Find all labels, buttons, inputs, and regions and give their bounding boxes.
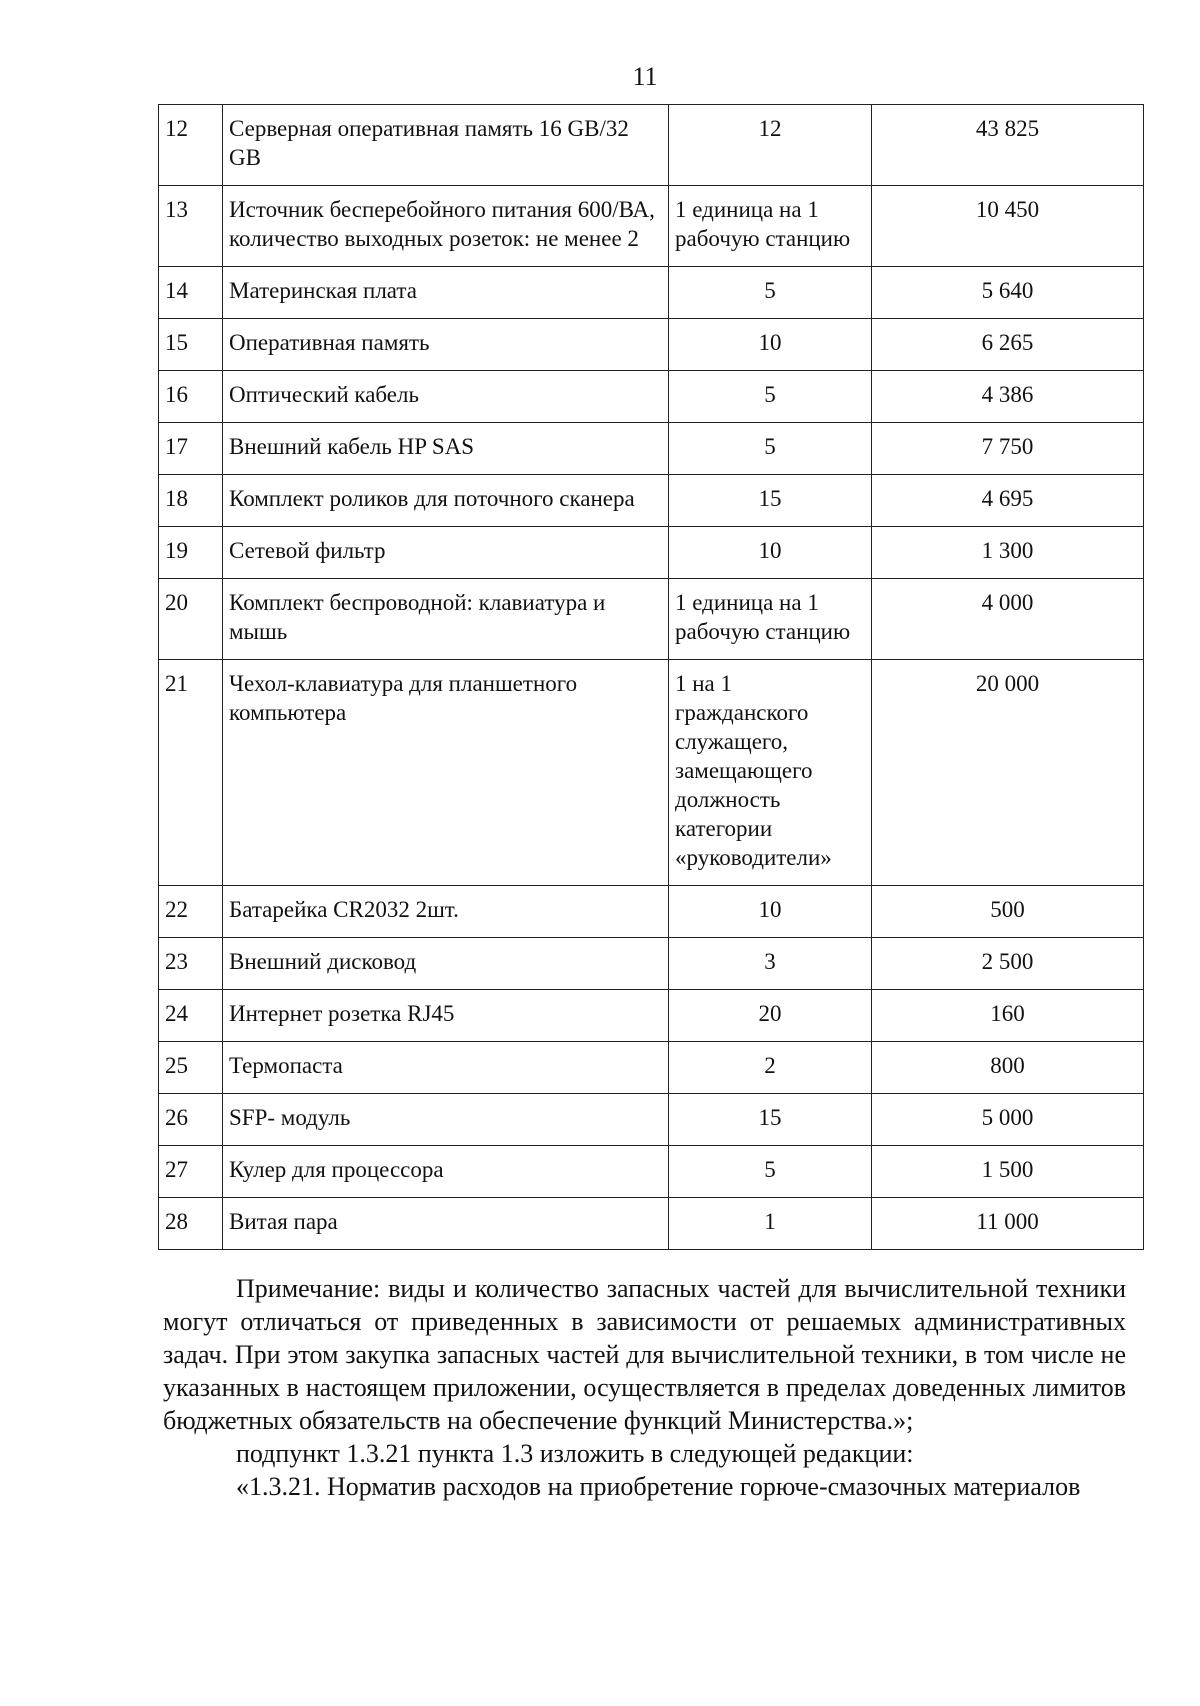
item-name-cell: Чехол-клавиатура для планшетного компьютера xyxy=(223,660,669,886)
table-row xyxy=(159,105,1144,186)
price-cell: 11 000 xyxy=(872,1198,1144,1250)
price-cell: 5 000 xyxy=(872,1094,1144,1146)
price-cell: 5 640 xyxy=(872,267,1144,319)
row-number-cell: 21 xyxy=(159,660,223,886)
item-name-cell: Термопаста xyxy=(223,1042,669,1094)
item-name-cell: Внешний дисковод xyxy=(223,938,669,990)
item-name-cell: SFP- модуль xyxy=(223,1094,669,1146)
table-row xyxy=(159,475,1144,527)
quantity-cell: 5 xyxy=(669,267,872,319)
row-number-cell: 15 xyxy=(159,319,223,371)
row-number-cell: 20 xyxy=(159,579,223,660)
table-row xyxy=(159,423,1144,475)
table-row xyxy=(159,938,1144,990)
item-name-cell: Сетевой фильтр xyxy=(223,527,669,579)
quantity-cell: 20 xyxy=(669,990,872,1042)
quantity-cell: 10 xyxy=(669,886,872,938)
note-section xyxy=(163,1272,1126,1503)
quantity-cell: 5 xyxy=(669,371,872,423)
row-number-cell: 14 xyxy=(159,267,223,319)
row-number-cell: 24 xyxy=(159,990,223,1042)
price-cell: 4 386 xyxy=(872,371,1144,423)
item-name-cell: Источник бесперебойного питания 600/ВА, количество выходных розеток: не менее 2 xyxy=(223,186,669,267)
item-name-cell: Кулер для процессора xyxy=(223,1146,669,1198)
price-cell: 10 450 xyxy=(872,186,1144,267)
quantity-cell: 15 xyxy=(669,1094,872,1146)
table-row xyxy=(159,527,1144,579)
price-cell: 43 825 xyxy=(872,105,1144,186)
item-name-cell: Комплект роликов для поточного сканера xyxy=(223,475,669,527)
price-cell: 7 750 xyxy=(872,423,1144,475)
item-name-cell: Витая пара xyxy=(223,1198,669,1250)
item-name-cell: Оперативная память xyxy=(223,319,669,371)
table-row xyxy=(159,267,1144,319)
row-number-cell: 22 xyxy=(159,886,223,938)
quantity-cell: 10 xyxy=(669,527,872,579)
row-number-cell: 26 xyxy=(159,1094,223,1146)
row-number-cell: 27 xyxy=(159,1146,223,1198)
row-number-cell: 17 xyxy=(159,423,223,475)
price-cell: 4 695 xyxy=(872,475,1144,527)
item-name-cell: Оптический кабель xyxy=(223,371,669,423)
row-number-cell: 19 xyxy=(159,527,223,579)
item-name-cell: Материнская плата xyxy=(223,267,669,319)
row-number-cell: 16 xyxy=(159,371,223,423)
price-cell: 800 xyxy=(872,1042,1144,1094)
row-number-cell: 13 xyxy=(159,186,223,267)
row-number-cell: 23 xyxy=(159,938,223,990)
table-row xyxy=(159,1094,1144,1146)
quantity-cell: 5 xyxy=(669,1146,872,1198)
item-name-cell: Батарейка CR2032 2шт. xyxy=(223,886,669,938)
quantity-cell: 2 xyxy=(669,1042,872,1094)
note-paragraph: Примечание: виды и количество запасных частей для вычислительной техники могут отличаться от приведенных в зависимости от решаемых административных задач. При этом закупка запасных частей для вычислительной техники, в том числе не указанных в настоящем приложении, осуществляется в пределах доведенных лимитов бюджетных обязательств на обеспечение функций Министерства.»; xyxy=(163,1274,1126,1435)
quantity-cell: 1 единица на 1 рабочую станцию xyxy=(669,579,872,660)
table-row xyxy=(159,886,1144,938)
row-number-cell: 12 xyxy=(159,105,223,186)
price-cell: 2 500 xyxy=(872,938,1144,990)
amendment-paragraph: подпункт 1.3.21 пункта 1.3 изложить в следующей редакции: xyxy=(236,1439,914,1468)
price-cell: 160 xyxy=(872,990,1144,1042)
table-row xyxy=(159,186,1144,267)
quantity-cell: 1 на 1 гражданского служащего, замещающего должность категории «руководители» xyxy=(669,660,872,886)
quantity-cell: 1 xyxy=(669,1198,872,1250)
row-number-cell: 25 xyxy=(159,1042,223,1094)
quantity-cell: 3 xyxy=(669,938,872,990)
quantity-cell: 10 xyxy=(669,319,872,371)
table-row xyxy=(159,371,1144,423)
table-row xyxy=(159,579,1144,660)
price-cell: 1 500 xyxy=(872,1146,1144,1198)
price-cell: 4 000 xyxy=(872,579,1144,660)
price-cell: 500 xyxy=(872,886,1144,938)
norm-heading-paragraph: «1.3.21. Норматив расходов на приобретение горюче-смазочных материалов xyxy=(236,1472,1081,1501)
price-cell: 6 265 xyxy=(872,319,1144,371)
item-name-cell: Серверная оперативная память 16 GB/32 GB xyxy=(223,105,669,186)
spare-parts-table xyxy=(158,104,1144,1250)
price-cell: 20 000 xyxy=(872,660,1144,886)
item-name-cell: Интернет розетка RJ45 xyxy=(223,990,669,1042)
table-row xyxy=(159,1198,1144,1250)
quantity-cell: 12 xyxy=(669,105,872,186)
table-row xyxy=(159,1042,1144,1094)
table-row xyxy=(159,1146,1144,1198)
quantity-cell: 5 xyxy=(669,423,872,475)
page-number: 11 xyxy=(632,62,658,91)
table-row xyxy=(159,660,1144,886)
quantity-cell: 1 единица на 1 рабочую станцию xyxy=(669,186,872,267)
item-name-cell: Внешний кабель HP SAS xyxy=(223,423,669,475)
item-name-cell: Комплект беспроводной: клавиатура и мышь xyxy=(223,579,669,660)
row-number-cell: 28 xyxy=(159,1198,223,1250)
table-row xyxy=(159,990,1144,1042)
quantity-cell: 15 xyxy=(669,475,872,527)
price-cell: 1 300 xyxy=(872,527,1144,579)
table-row xyxy=(159,319,1144,371)
row-number-cell: 18 xyxy=(159,475,223,527)
